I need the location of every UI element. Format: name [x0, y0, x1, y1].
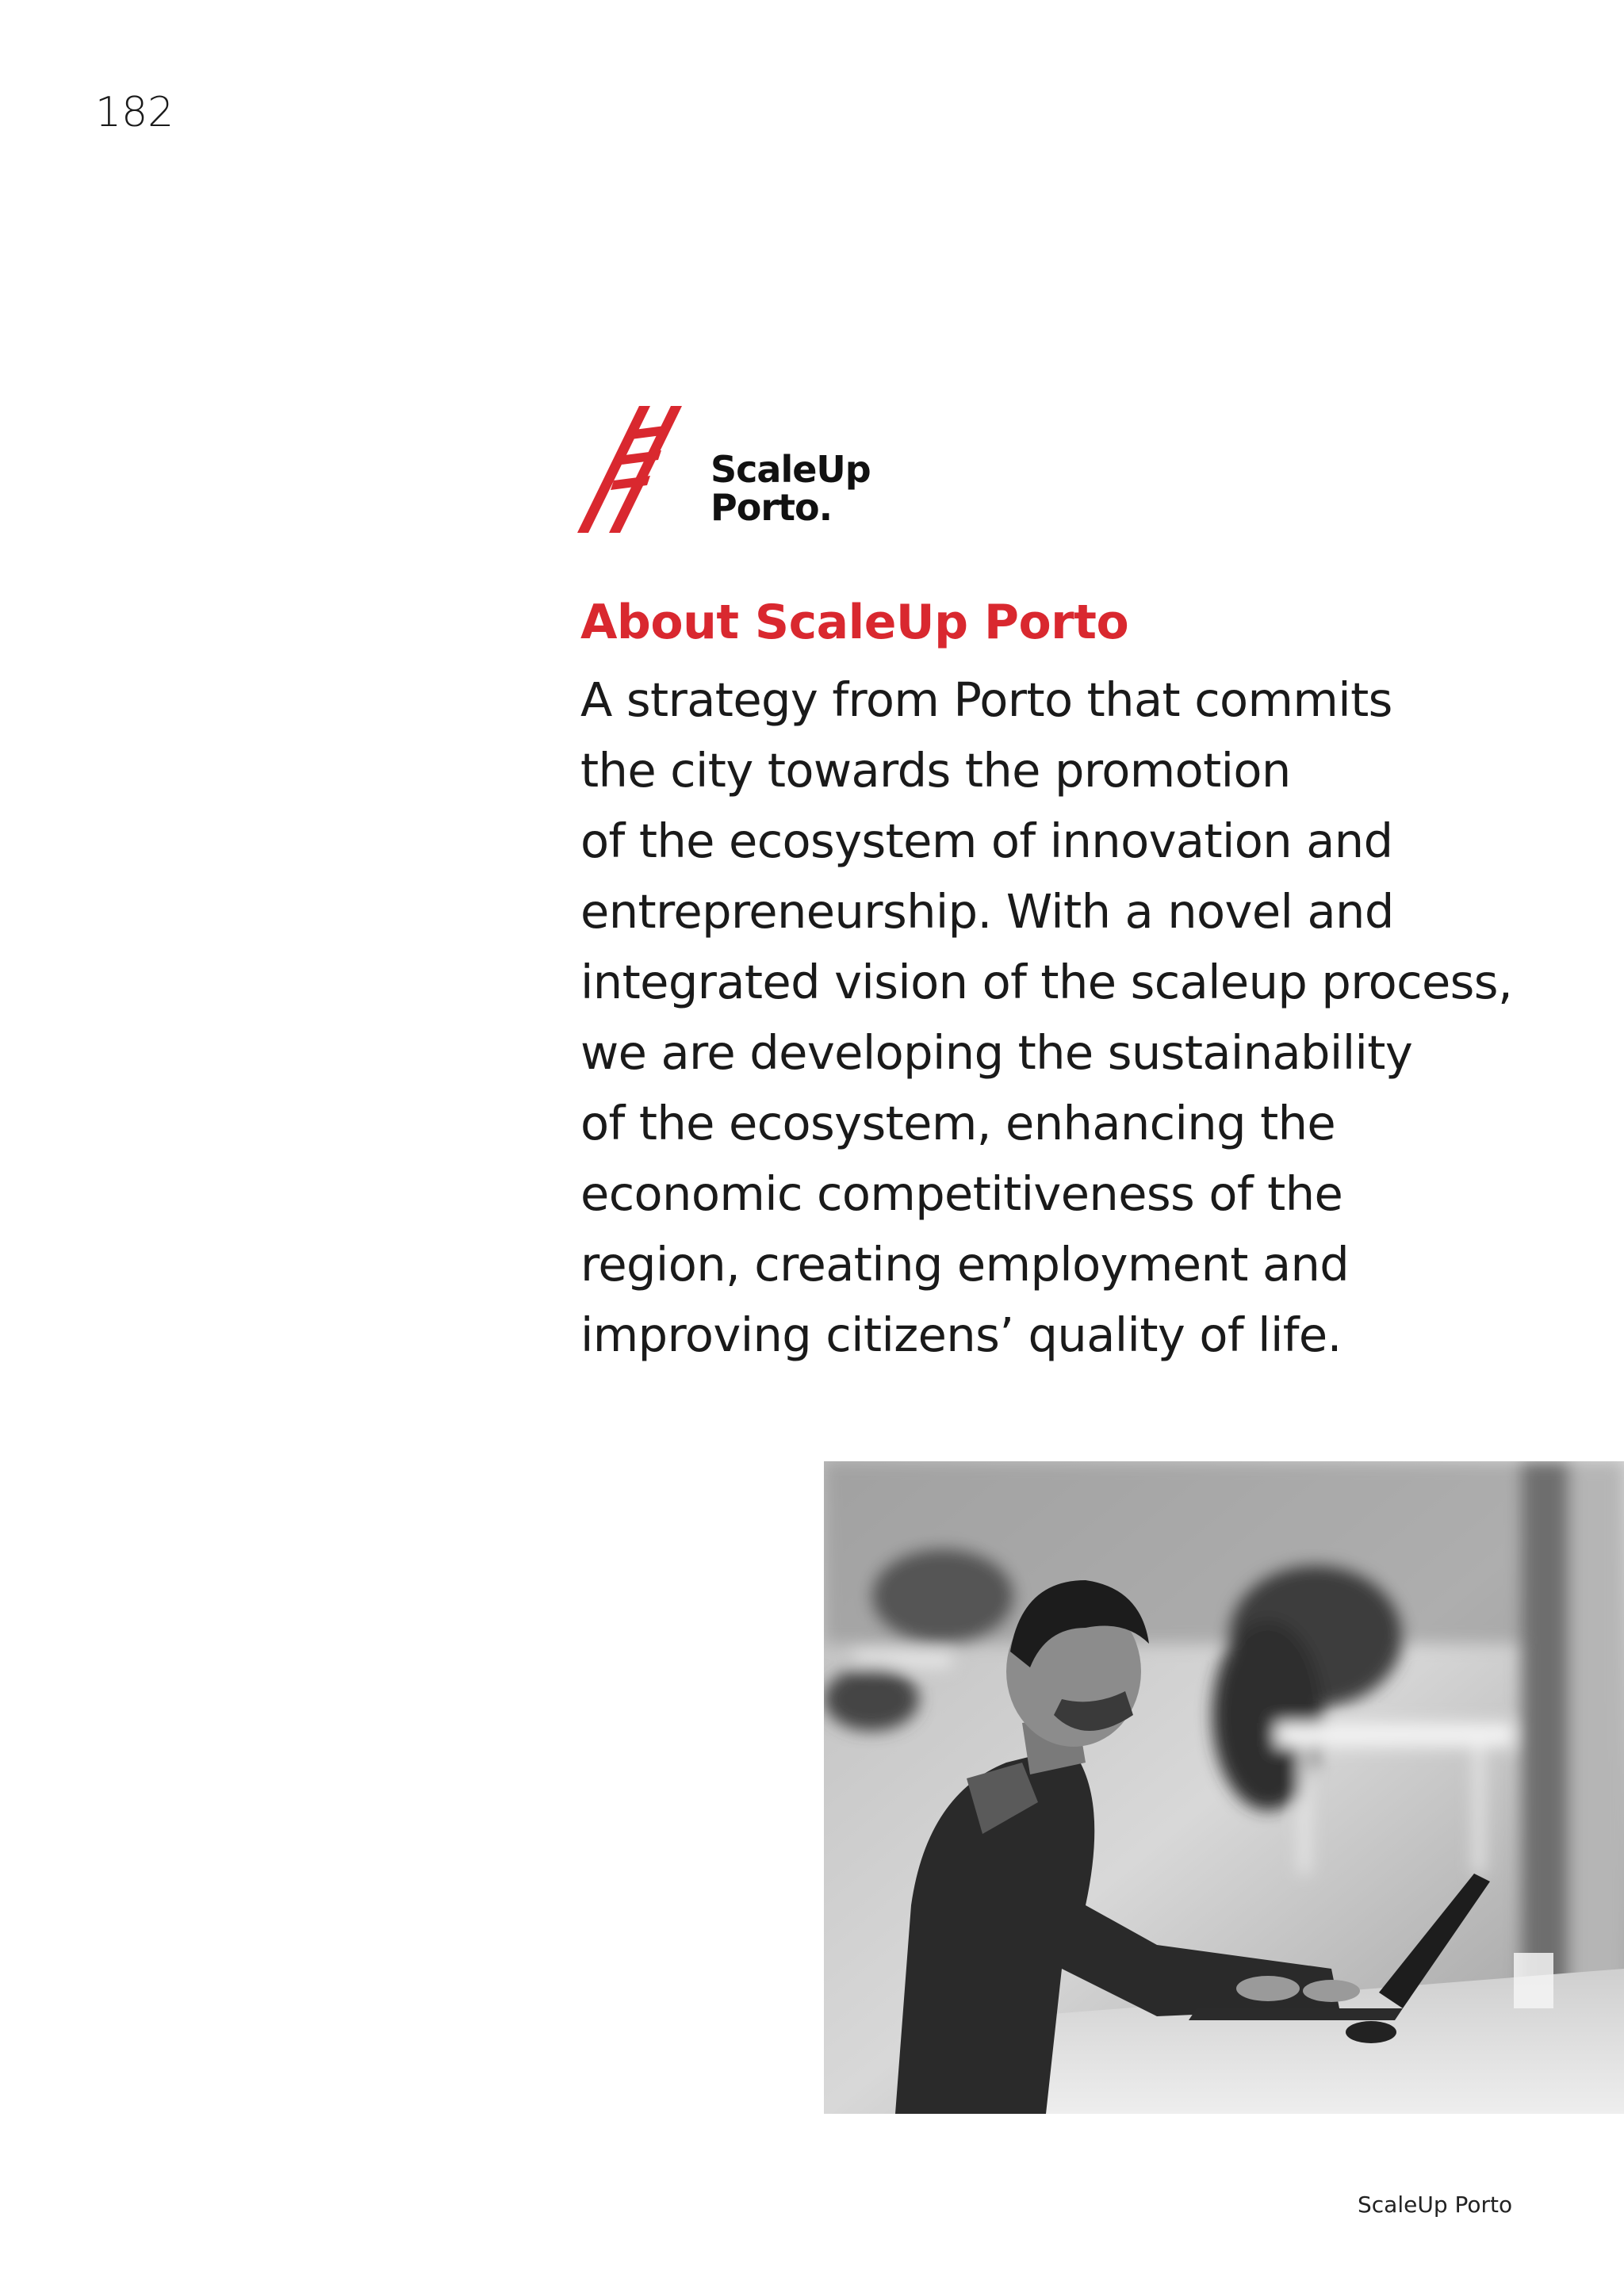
ladder-icon [577, 403, 704, 539]
body-line: the city towards the promotion [580, 743, 1291, 798]
body-line: improving citizens’ quality of life. [580, 1307, 1342, 1362]
body-line: integrated vision of the scaleup process, [580, 955, 1513, 1009]
body-line: A strategy from Porto that commits [580, 672, 1392, 727]
body-line: region, creating employment and [580, 1237, 1350, 1292]
scaleup-porto-logo [577, 403, 879, 539]
photo-man-working-on-laptop [824, 1461, 1624, 2114]
body-line: we are developing the sustainability [580, 1025, 1413, 1080]
section-heading: About ScaleUp Porto [580, 595, 1129, 650]
footer-label: ScaleUp Porto [1358, 2192, 1513, 2218]
body-line: of the ecosystem, enhancing the [580, 1096, 1336, 1150]
body-line: economic competitiveness of the [580, 1166, 1343, 1221]
body-paragraph [580, 664, 1512, 1370]
logo-line-2: Porto. [710, 486, 833, 529]
body-line: entrepreneurship. With a novel and [580, 884, 1394, 939]
body-line: of the ecosystem of innovation and [580, 813, 1393, 868]
logo-line-1: ScaleUp [710, 448, 871, 491]
logo-wordmark [710, 448, 871, 529]
page-number: 182 [95, 89, 174, 136]
